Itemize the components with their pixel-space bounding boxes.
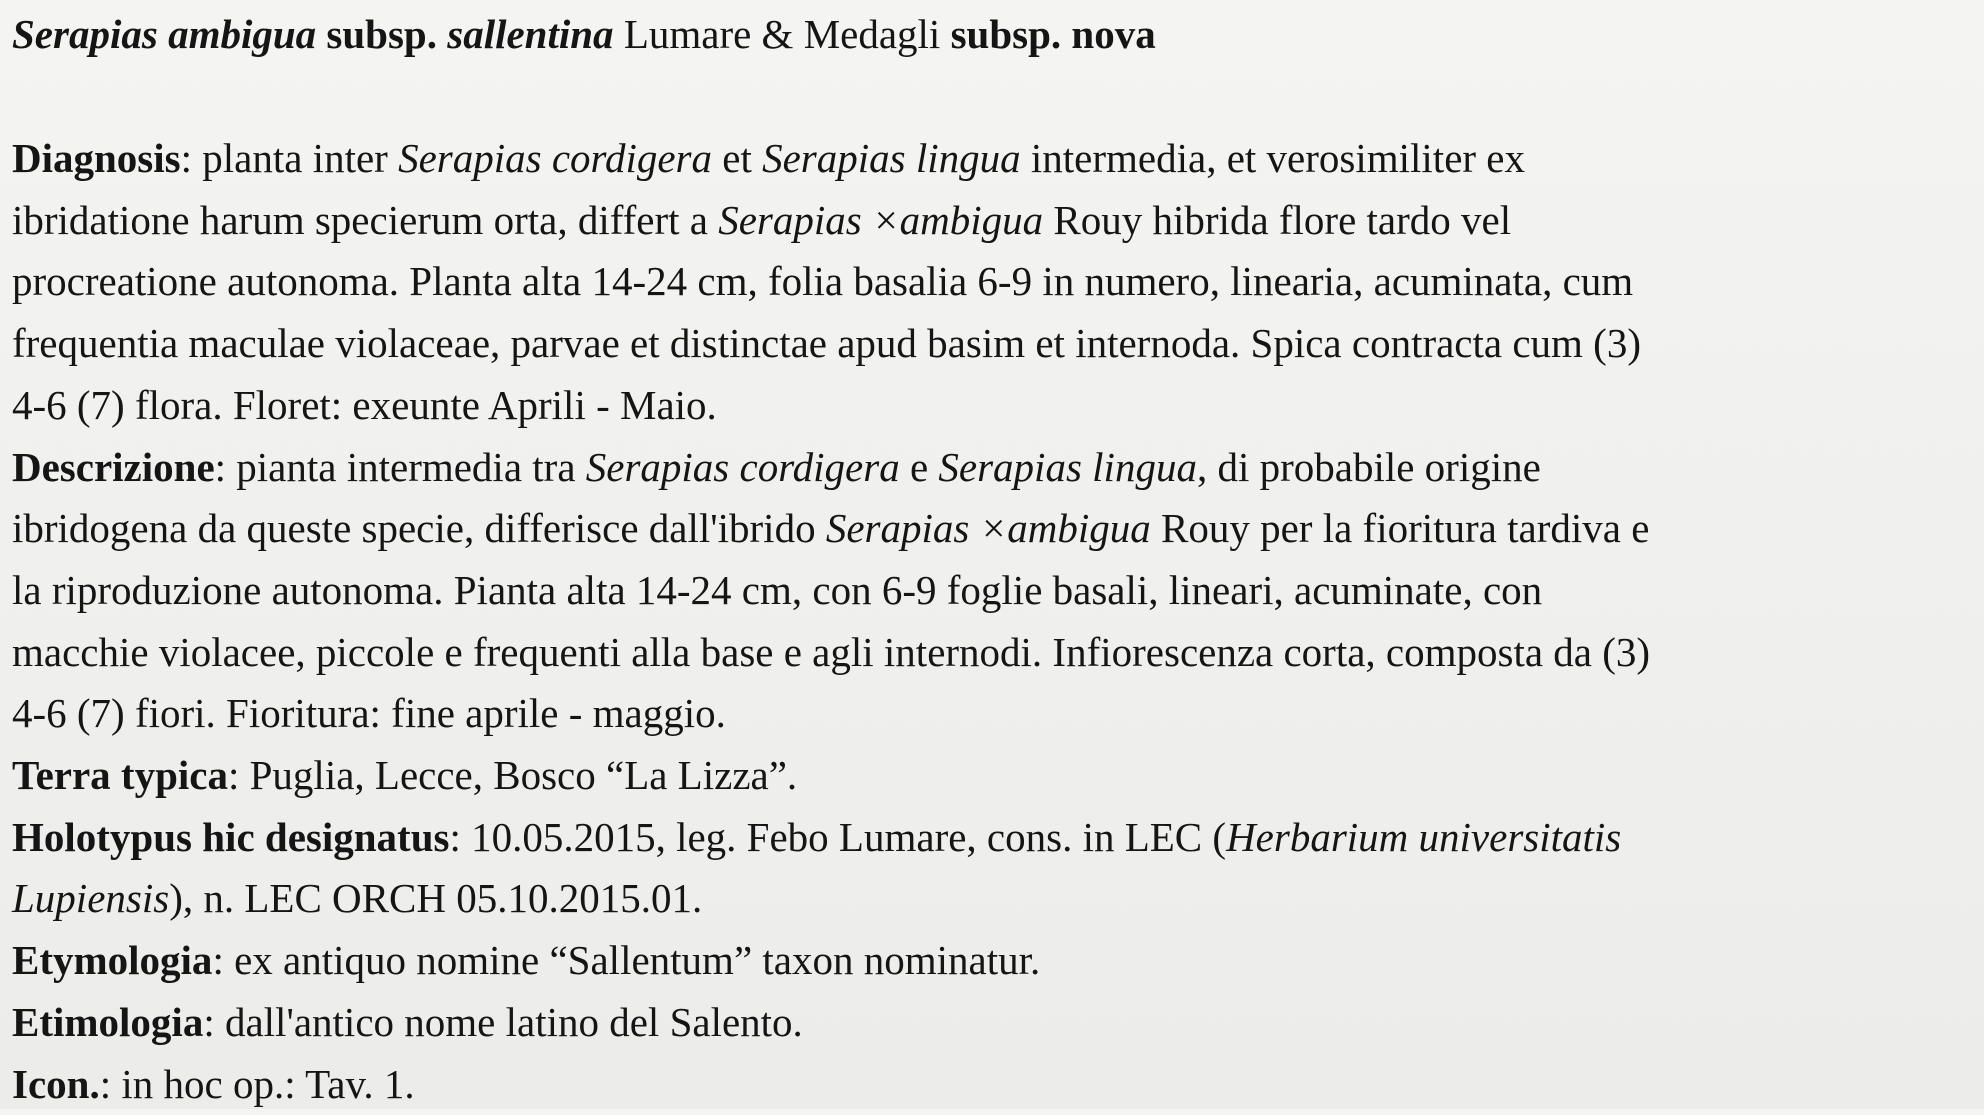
title-epithet: sallentina (447, 11, 614, 57)
descrizione-line-3: la riproduzione autonoma. Pianta alta 14-24 cm, con 6-9 foglie basali, lineari, acuminate, con (12, 566, 1543, 613)
herbarium-name: Herbarium universitatis (1226, 813, 1622, 860)
holotypus-text: : 10.05.2015, leg. Febo Lumare, cons. in LEC ( (449, 813, 1227, 860)
holotypus-text: ), n. LEC ORCH 05.10.2015.01. (169, 875, 703, 922)
holotypus-line-2 (12, 868, 1984, 930)
descrizione-label: Descrizione (12, 443, 215, 490)
etymologia-label: Etymologia (12, 937, 213, 984)
taxon-name: Serapias lingua (938, 443, 1197, 490)
descrizione-line-4: macchie violacee, piccole e frequenti alla base e agli internodi. Infiorescenza corta, composta da (3) (12, 628, 1651, 675)
icon-text: : in hoc op.: Tav. 1. (99, 1060, 415, 1107)
etymologia-line (12, 930, 1984, 992)
diagnosis-text: : planta inter (180, 135, 399, 181)
title-rank: subsp. (326, 11, 437, 57)
diagnosis-line-2 (12, 190, 1984, 252)
diagnosis-label: Diagnosis (12, 135, 181, 181)
descrizione-section (12, 437, 1984, 746)
taxon-name: Serapias cordigera (585, 443, 900, 490)
diagnosis-text: Rouy hibrida flore tardo vel (1043, 196, 1512, 243)
terra-typica-section (12, 745, 1984, 807)
herbarium-name: Lupiensis (12, 875, 170, 922)
etimologia-section (12, 992, 1984, 1054)
title-status: subsp. nova (950, 11, 1156, 57)
descrizione-text: , di probabile origine (1196, 443, 1541, 490)
icon-line (12, 1054, 1984, 1115)
diagnosis-text: intermedia, et verosimiliter ex (1020, 135, 1525, 181)
spacer (12, 66, 1984, 128)
diagnosis-line-5: 4-6 (7) flora. Floret: exeunte Aprili - Maio. (12, 381, 717, 428)
terra-typica-text: : Puglia, Lecce, Bosco “La Lizza”. (227, 752, 798, 799)
terra-typica-label: Terra typica (12, 752, 228, 799)
descrizione-line-2 (12, 498, 1984, 560)
diagnosis-text: ibridatione harum specierum orta, differt a (12, 196, 719, 243)
etimologia-label: Etimologia (12, 998, 204, 1045)
holotypus-line-1 (12, 807, 1984, 869)
taxon-title (12, 2, 1984, 66)
taxon-name: Serapias ×ambigua (718, 196, 1044, 243)
etymologia-text: : ex antiquo nomine “Sallentum” taxon nominatur. (212, 937, 1041, 984)
diagnosis-line-4: frequentia maculae violaceae, parvae et distinctae apud basim et internoda. Spica contracta cum (3) (12, 320, 1641, 367)
descrizione-text: e (899, 443, 939, 490)
etimologia-line (12, 992, 1984, 1054)
terra-typica-line (12, 745, 1984, 807)
icon-section (12, 1054, 1984, 1115)
taxon-name: Serapias cordigera (398, 135, 712, 181)
descrizione-text: ibridogena da queste specie, differisce dall'ibrido (12, 505, 826, 552)
diagnosis-line-1 (12, 128, 1984, 190)
etimologia-text: : dall'antico nome latino del Salento. (203, 998, 803, 1045)
taxon-name: Serapias ×ambigua (825, 505, 1151, 552)
descrizione-text: : pianta intermedia tra (214, 443, 586, 490)
etymologia-section (12, 930, 1984, 992)
holotypus-section (12, 807, 1984, 930)
icon-label: Icon. (12, 1060, 100, 1107)
title-genus: Serapias (12, 11, 158, 57)
title-authors: Lumare & Medagli (623, 11, 941, 57)
taxon-name: Serapias lingua (762, 135, 1021, 181)
descrizione-line-5: 4-6 (7) fiori. Fioritura: fine aprile - maggio. (12, 690, 726, 737)
holotypus-label: Holotypus hic designatus (12, 813, 450, 860)
descrizione-text: Rouy per la fioritura tardiva e (1150, 505, 1650, 552)
diagnosis-section (12, 128, 1984, 437)
diagnosis-text: et (712, 135, 763, 181)
descrizione-line-1 (12, 437, 1984, 499)
title-species: ambigua (168, 11, 317, 57)
diagnosis-line-3: procreatione autonoma. Planta alta 14-24 cm, folia basalia 6-9 in numero, linearia, acuminata, cum (12, 258, 1634, 305)
